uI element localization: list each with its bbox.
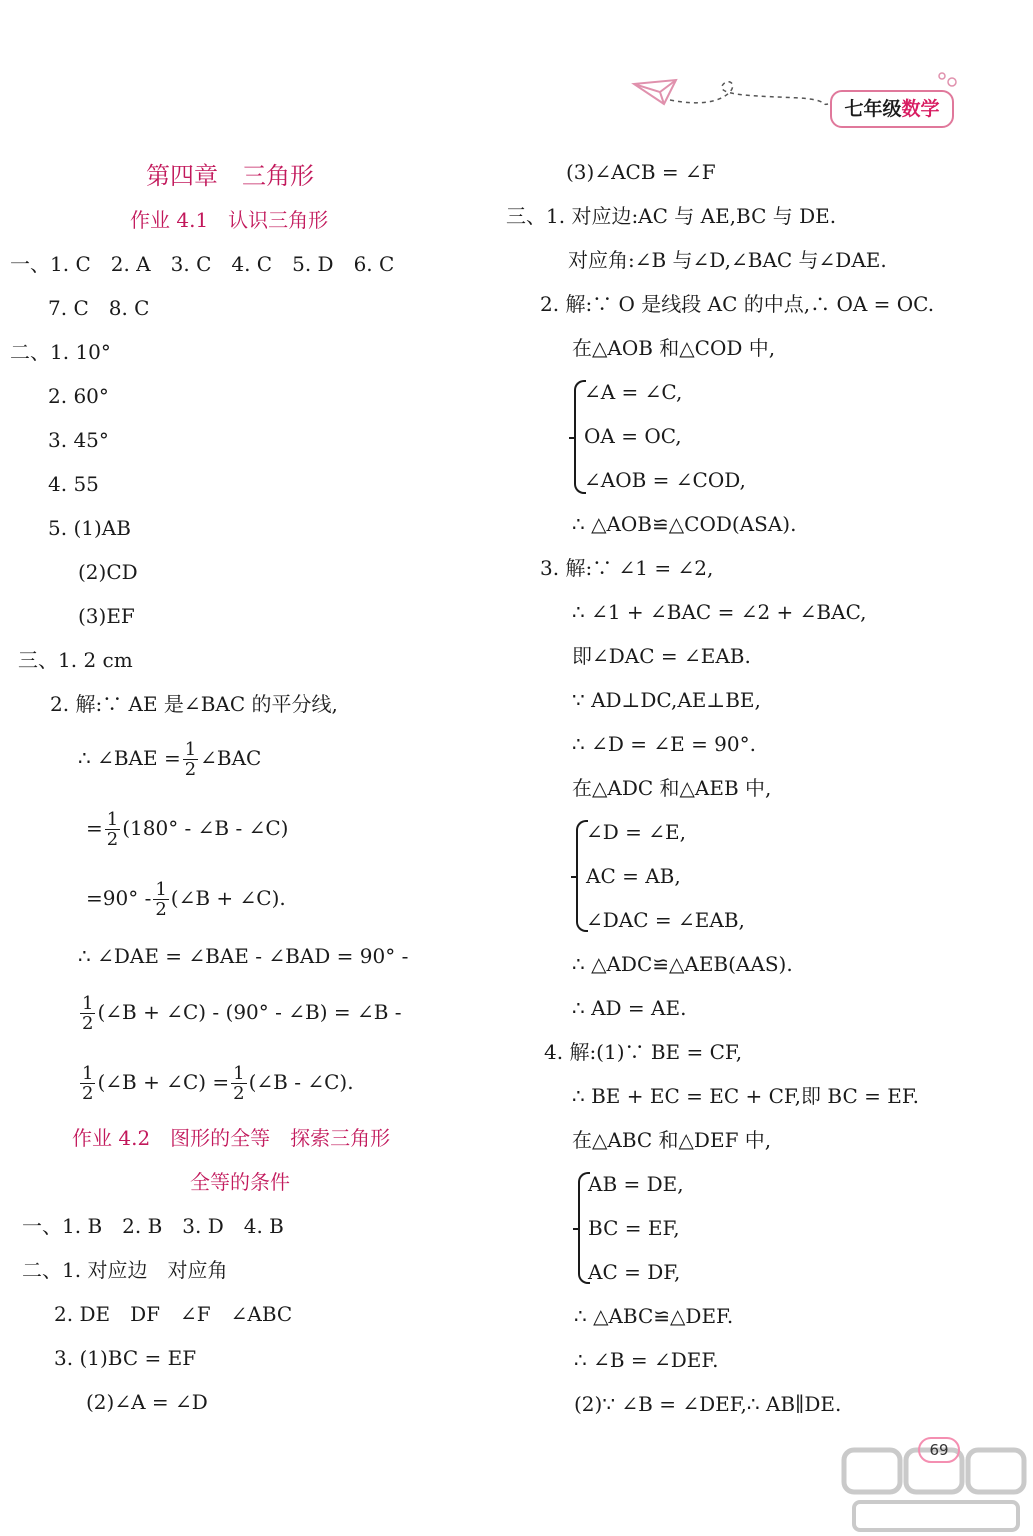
grade-label: 七年级 xyxy=(844,98,902,120)
eq6-suffix: (∠B - ∠C). xyxy=(248,1070,354,1094)
page-number: 69 xyxy=(918,1437,960,1463)
hw1-title: 作业 4.1 认识三角形 xyxy=(130,208,329,232)
fraction-numerator: 1 xyxy=(106,809,119,830)
fraction-denominator: 2 xyxy=(184,759,197,780)
right-line-1: (3)∠ACB = ∠F xyxy=(566,160,716,184)
fraction-numerator: 1 xyxy=(82,993,94,1014)
equation-line-5 xyxy=(78,992,402,1033)
hw1-section1-line1: 一、1. C 2. A 3. C 4. C 5. D 6. C xyxy=(10,252,395,276)
right-line-15: 在△ADC 和△AEB 中, xyxy=(572,776,772,800)
grade-subject-badge xyxy=(830,90,954,128)
equation-line-4: ∴ ∠DAE = ∠BAE - ∠BAD = 90° - xyxy=(78,944,409,968)
fraction xyxy=(105,810,120,849)
eq2-suffix: (180° - ∠B - ∠C) xyxy=(122,816,289,840)
right-line-22: ∴ BE + EC = EC + CF,即 BC = EF. xyxy=(572,1084,919,1108)
right-line-25: BC = EF, xyxy=(588,1216,680,1240)
eq6-middle: (∠B + ∠C) = xyxy=(97,1070,230,1094)
right-line-19: ∴ △ADC≌△AEB(AAS). xyxy=(572,952,793,976)
hw2-title-line1: 作业 4.2 图形的全等 探索三角形 xyxy=(72,1126,391,1150)
right-line-26: AC = DF, xyxy=(588,1260,681,1284)
fraction xyxy=(183,740,198,779)
hw2-section2-item3b: (2)∠A = ∠D xyxy=(86,1390,208,1414)
hw1-section2-item1: 二、1. 10° xyxy=(10,340,111,364)
eq3-suffix: (∠B + ∠C). xyxy=(170,886,286,910)
fraction-numerator: 1 xyxy=(233,1063,245,1084)
right-line-4: 2. 解:∵ O 是线段 AC 的中点,∴ OA = OC. xyxy=(540,292,935,316)
right-line-27: ∴ △ABC≌△DEF. xyxy=(574,1304,734,1328)
hw2-title-line2: 全等的条件 xyxy=(190,1170,290,1194)
hw1-section1-line2: 7. C 8. C xyxy=(48,296,150,320)
chapter-title: 第四章 三角形 xyxy=(146,162,314,190)
right-line-3: 对应角:∠B 与∠D,∠BAC 与∠DAE. xyxy=(568,248,887,272)
hw1-section2-item3: 3. 45° xyxy=(48,428,109,452)
equation-line-3 xyxy=(86,878,286,919)
fraction xyxy=(80,994,95,1033)
subject-label: 数学 xyxy=(901,98,940,120)
eq1-prefix: ∴ ∠BAE = xyxy=(78,746,181,770)
eq5-suffix: (∠B + ∠C) - (90° - ∠B) = ∠B - xyxy=(97,1000,402,1024)
right-line-8: ∠AOB = ∠COD, xyxy=(584,468,746,492)
fraction-numerator: 1 xyxy=(155,879,167,900)
right-line-10: 3. 解:∵ ∠1 = ∠2, xyxy=(540,556,714,580)
fraction-numerator: 1 xyxy=(82,1063,94,1084)
right-line-29: (2)∵ ∠B = ∠DEF,∴ AB∥DE. xyxy=(574,1392,842,1416)
fraction-denominator: 2 xyxy=(233,1083,245,1104)
fraction-denominator: 2 xyxy=(82,1083,94,1104)
hw1-section3-item2: 2. 解:∵ AE 是∠BAC 的平分线, xyxy=(50,692,338,716)
hw2-section2-item3: 3. (1)BC = EF xyxy=(54,1346,197,1370)
right-line-7: OA = OC, xyxy=(584,424,682,448)
hw1-section2-item2: 2. 60° xyxy=(48,384,109,408)
fraction xyxy=(231,1064,246,1103)
fraction-numerator: 1 xyxy=(184,739,197,760)
right-line-2: 三、1. 对应边:AC 与 AE,BC 与 DE. xyxy=(506,204,837,228)
fraction xyxy=(80,1064,95,1103)
eq3-prefix: =90° - xyxy=(86,886,152,910)
hw1-section2-item5b: (2)CD xyxy=(78,560,138,584)
hw2-section2-item1: 二、1. 对应边 对应角 xyxy=(22,1258,228,1282)
equation-line-6 xyxy=(78,1062,354,1103)
right-line-14: ∴ ∠D = ∠E = 90°. xyxy=(572,732,756,756)
fraction-denominator: 2 xyxy=(106,829,119,850)
right-line-18: ∠DAC = ∠EAB, xyxy=(586,908,745,932)
right-line-5: 在△AOB 和△COD 中, xyxy=(572,336,776,360)
right-line-12: 即∠DAC = ∠EAB. xyxy=(572,644,751,668)
right-line-17: AC = AB, xyxy=(586,864,681,888)
fraction xyxy=(153,880,168,919)
hw2-section2-item2: 2. DE DF ∠F ∠ABC xyxy=(54,1302,293,1326)
equation-line-1 xyxy=(78,738,261,779)
hw1-section2-item5c: (3)EF xyxy=(78,604,135,628)
right-line-11: ∴ ∠1 + ∠BAC = ∠2 + ∠BAC, xyxy=(572,600,867,624)
eq2-prefix: = xyxy=(86,816,103,840)
fraction-denominator: 2 xyxy=(155,899,167,920)
equation-line-2 xyxy=(86,808,288,849)
eq1-suffix: ∠BAC xyxy=(200,746,262,770)
hw1-section3-item1: 三、1. 2 cm xyxy=(18,648,133,672)
right-line-23: 在△ABC 和△DEF 中, xyxy=(572,1128,772,1152)
right-line-13: ∵ AD⊥DC,AE⊥BE, xyxy=(572,688,761,712)
right-line-9: ∴ △AOB≌△COD(ASA). xyxy=(572,512,797,536)
hw2-section1: 一、1. B 2. B 3. D 4. B xyxy=(22,1214,284,1238)
right-line-16: ∠D = ∠E, xyxy=(586,820,686,844)
hw1-section2-item5: 5. (1)AB xyxy=(48,516,131,540)
right-line-21: 4. 解:(1)∵ BE = CF, xyxy=(544,1040,743,1064)
right-line-20: ∴ AD = AE. xyxy=(572,996,687,1020)
hw1-section2-item4: 4. 55 xyxy=(48,472,99,496)
right-line-6: ∠A = ∠C, xyxy=(584,380,683,404)
right-line-28: ∴ ∠B = ∠DEF. xyxy=(574,1348,719,1372)
fraction-denominator: 2 xyxy=(82,1013,94,1034)
right-line-24: AB = DE, xyxy=(588,1172,684,1196)
